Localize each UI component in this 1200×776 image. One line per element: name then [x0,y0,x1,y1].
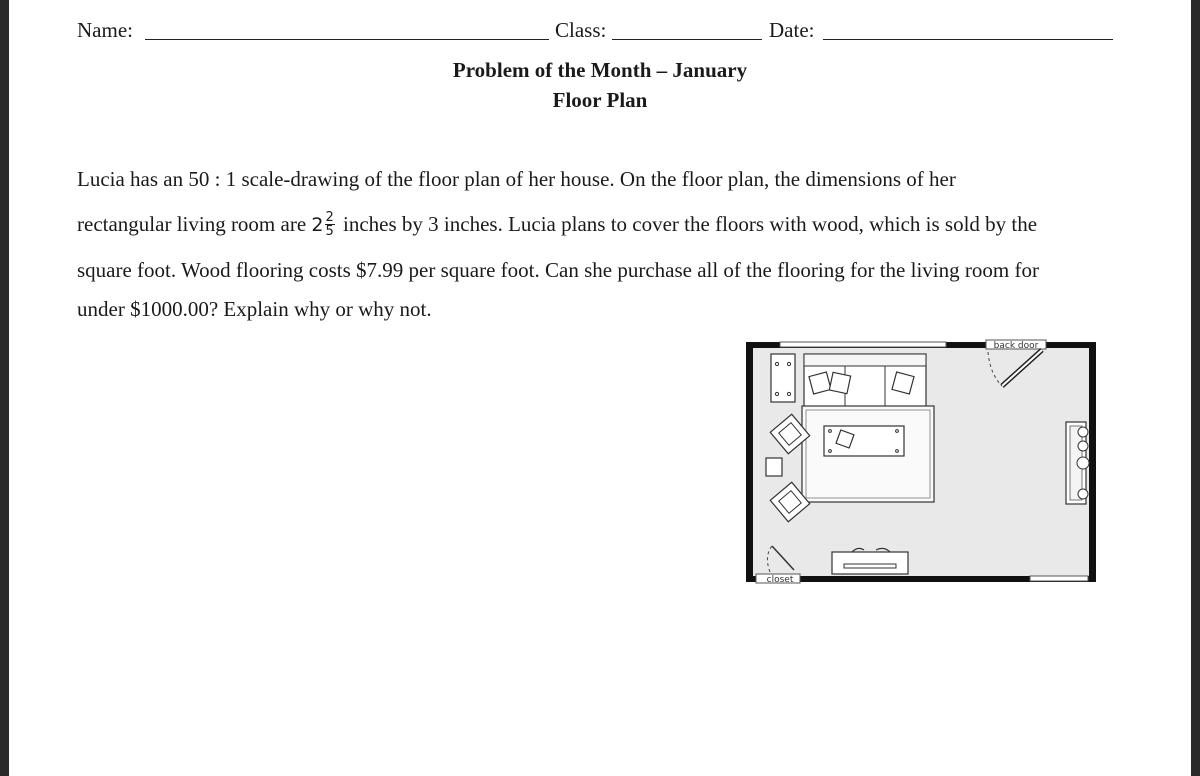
bench-cushion [844,564,896,568]
problem-line-2-end: inches by 3 inches. Lucia plans to cover the floors with wood, which is sold by the [343,212,1038,236]
window-bottom [1030,576,1088,581]
date-label: Date: [769,18,815,42]
bench [832,552,908,574]
class-blank-line [612,39,762,40]
name-blank-line [145,39,549,40]
problem-line-2-start: rectangular living room are [77,212,307,236]
back-door-label: back door [993,341,1039,351]
clock-icon [1077,457,1089,469]
class-label: Class: [555,18,607,42]
problem-line-1: Lucia has an 50 : 1 scale-drawing of the floor plan of her house. On the floor plan, the dimensions of her [77,167,956,191]
name-label: Name: [77,18,133,42]
speaker-icon [1078,489,1088,499]
fraction-numerator: 2 [325,209,334,225]
worksheet-subtitle: Floor Plan [552,88,648,112]
fraction-denominator: 5 [325,223,334,239]
speaker-icon [1078,441,1088,451]
side-table [766,458,782,476]
problem-line-2 [77,209,1117,240]
mixed-number-fraction [325,211,335,238]
mixed-number-whole: 2 [311,214,324,236]
floor-plan-diagram [740,334,1120,590]
window-top [780,342,946,347]
speaker-icon [1078,427,1088,437]
problem-line-3: square foot. Wood flooring costs $7.99 per square foot. Can she purchase all of the flooring for the living room for [77,258,1039,282]
date-blank-line [823,39,1113,40]
coffee-table [824,426,904,456]
closet-label: closet [766,575,794,585]
sofa-pillow [829,372,850,393]
worksheet-page [9,0,1191,776]
side-shelf [771,354,795,402]
sofa-pillow [892,372,914,394]
worksheet-title: Problem of the Month – January [452,58,748,82]
sofa-back [804,354,926,366]
problem-line-4: under $1000.00? Explain why or why not. [77,297,432,321]
sofa-pillow [809,372,831,394]
